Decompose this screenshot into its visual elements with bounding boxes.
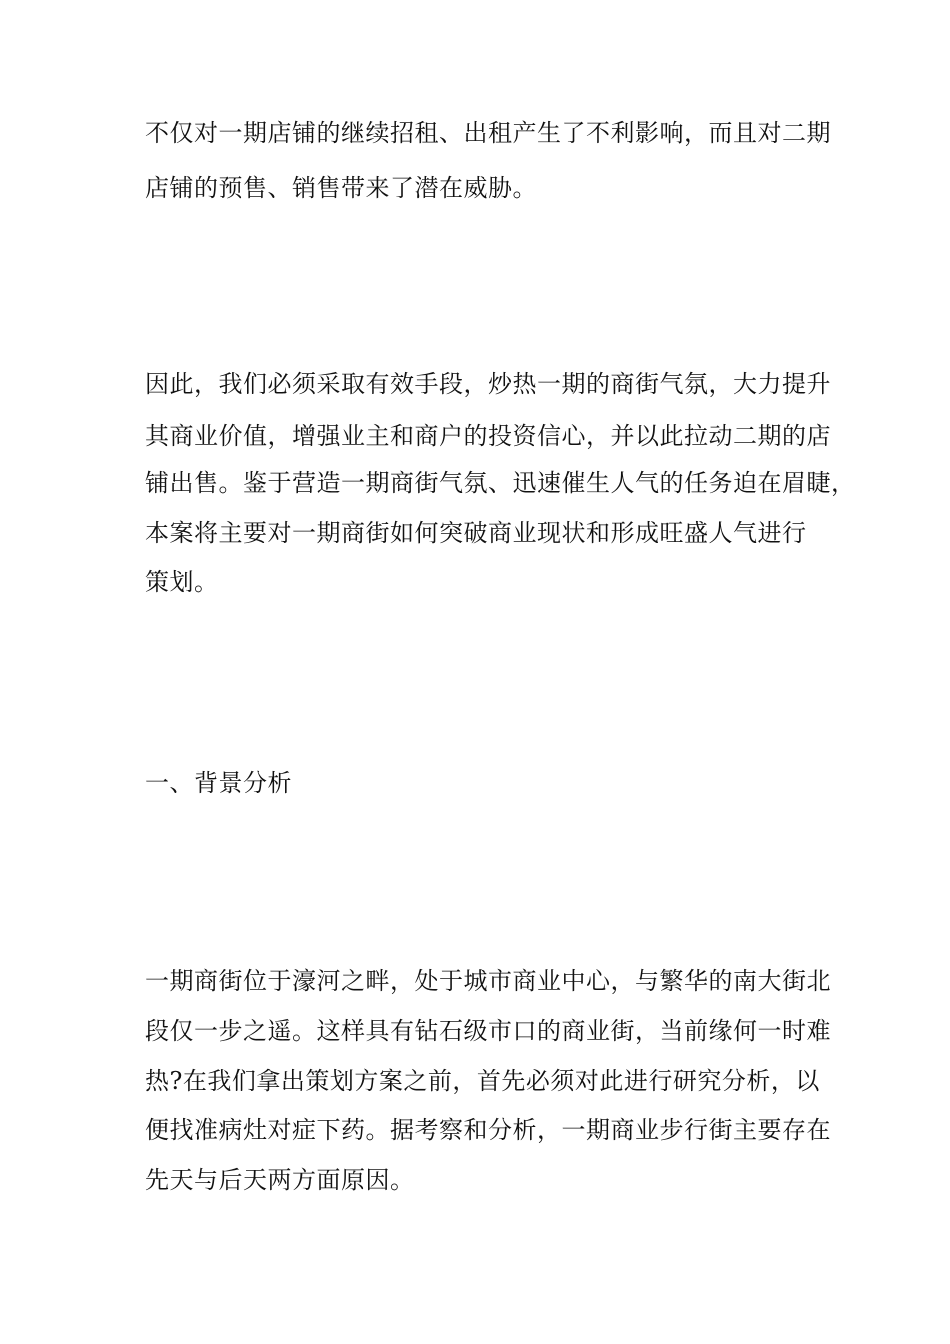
paragraph-line: 热?在我们拿出策划方案之前，首先必须对此进行研究分析，以 xyxy=(145,1067,820,1095)
paragraph-line: 先天与后天两方面原因。 xyxy=(145,1166,415,1194)
paragraph-line: 店铺的预售、销售带来了潜在威胁。 xyxy=(145,174,537,202)
paragraph-line: 铺出售。鉴于营造一期商街气氛、迅速催生人气的任务迫在眉睫， xyxy=(145,469,856,497)
paragraph-line: 本案将主要对一期商街如何突破商业现状和形成旺盛人气进行 xyxy=(145,519,807,547)
paragraph-line: 策划。 xyxy=(145,568,219,596)
paragraph-line: 不仅对一期店铺的继续招租、出租产生了不利影响，而且对二期 xyxy=(145,119,831,147)
paragraph-line: 因此，我们必须采取有效手段，炒热一期的商街气氛，大力提升 xyxy=(145,370,831,398)
paragraph-line: 便找准病灶对症下药。据考察和分析，一期商业步行街主要存在 xyxy=(145,1116,831,1144)
paragraph-line: 一期商街位于濠河之畔，处于城市商业中心，与繁华的南大街北 xyxy=(145,967,831,995)
paragraph-line: 其商业价值，增强业主和商户的投资信心，并以此拉动二期的店 xyxy=(145,422,831,450)
paragraph-line: 段仅一步之遥。这样具有钻石级市口的商业街，当前缘何一时难 xyxy=(145,1017,831,1045)
section-heading: 一、背景分析 xyxy=(145,769,292,797)
